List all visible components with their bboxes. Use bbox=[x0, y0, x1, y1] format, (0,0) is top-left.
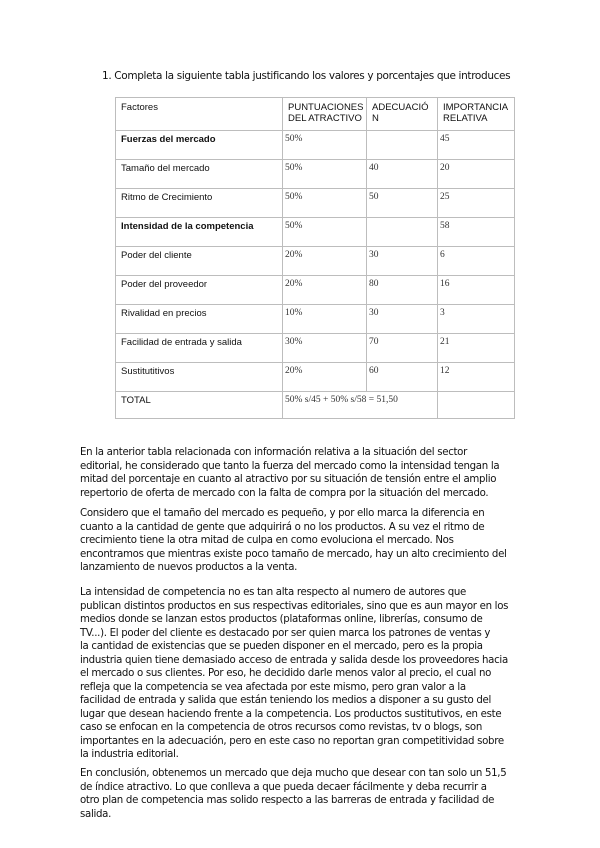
table-header-row bbox=[116, 98, 515, 131]
total-label: TOTAL bbox=[116, 392, 283, 419]
importancia-cell: 25 bbox=[438, 189, 515, 218]
importancia-cell: 21 bbox=[438, 334, 515, 363]
table-row bbox=[116, 189, 515, 218]
adecuacion-cell: 30 bbox=[367, 247, 438, 276]
paragraph-line: publican distintos productos en sus respectivas editoriales, sino que es aun mayor en los bbox=[80, 600, 509, 612]
paragraph-line: industria quien tiene demasiado acceso de entrada y salida desde los proveedores hacia bbox=[80, 654, 508, 666]
factor-cell: Ritmo de Crecimiento bbox=[116, 189, 283, 218]
table-row bbox=[116, 305, 515, 334]
total-importancia bbox=[438, 392, 515, 419]
factor-cell: Sustitutitivos bbox=[116, 363, 283, 392]
puntuacion-cell: 20% bbox=[283, 276, 367, 305]
paragraph-line: editorial, he considerado que tanto la fuerza del mercado como la intensidad tengan la bbox=[80, 460, 500, 472]
importancia-cell: 58 bbox=[438, 218, 515, 247]
factor-cell: Fuerzas del mercado bbox=[116, 131, 283, 160]
table-row bbox=[116, 334, 515, 363]
paragraph-line: En conclusión, obtenemos un mercado que deja mucho que desear con tan solo un 51,5 bbox=[80, 768, 507, 779]
importancia-cell: 45 bbox=[438, 131, 515, 160]
paragraph-line: de índice atractivo. Lo que conlleva a que pueda decaer fácilmente y deba recurrir a bbox=[80, 781, 487, 793]
factor-cell: Facilidad de entrada y salida bbox=[116, 334, 283, 363]
puntuacion-cell: 10% bbox=[283, 305, 367, 334]
adecuacion-cell: 30 bbox=[367, 305, 438, 334]
paragraph-line: medios donde se lanzan estos productos (plataformas online, librerías, consumo de bbox=[80, 614, 483, 625]
paragraph-line: mitad del porcentaje en cuanto al atractivo por su situación de tensión entre el amplio bbox=[80, 474, 497, 485]
question-heading: 1. Completa la siguiente tabla justificando los valores y porcentajes que introduces bbox=[102, 70, 511, 82]
paragraph-line: facilidad de entrada y salida que están teniendo los medios a disponer a su gusto del bbox=[80, 695, 492, 706]
paragraph-line: encontramos que mientras existe poco tamaño de mercado, hay un alto crecimiento del bbox=[80, 548, 507, 560]
paragraph-line: En la anterior tabla relacionada con información relativa a la situación del sector bbox=[80, 447, 468, 458]
table-row bbox=[116, 160, 515, 189]
importancia-cell: 20 bbox=[438, 160, 515, 189]
importancia-cell: 3 bbox=[438, 305, 515, 334]
paragraph-line: caso se enfocan en la competencia de otros recursos como revistas, tv o blogs, son bbox=[80, 722, 482, 733]
puntuacion-cell: 20% bbox=[283, 247, 367, 276]
adecuacion-cell: 50 bbox=[367, 189, 438, 218]
puntuacion-cell: 50% bbox=[283, 160, 367, 189]
factor-cell: Intensidad de la competencia bbox=[116, 218, 283, 247]
paragraph-line: La intensidad de competencia no es tan alta respecto al numero de autores que bbox=[80, 587, 466, 598]
adecuacion-cell bbox=[367, 218, 438, 247]
puntuacion-cell: 50% bbox=[283, 218, 367, 247]
importancia-cell: 6 bbox=[438, 247, 515, 276]
table-row bbox=[116, 131, 515, 160]
adecuacion-cell: 40 bbox=[367, 160, 438, 189]
puntuacion-cell: 20% bbox=[283, 363, 367, 392]
paragraph-line: el mercado o sus clientes. Por eso, he decidido darle menos valor al precio, el cual no bbox=[80, 668, 492, 679]
factor-cell: Rivalidad en precios bbox=[116, 305, 283, 334]
paragraph-line: importantes en la adecuación, pero en este caso no reportan gran competitividad sobre bbox=[80, 735, 504, 747]
adecuacion-cell: 70 bbox=[367, 334, 438, 363]
table-row bbox=[116, 363, 515, 392]
paragraph-line: crecimiento tiene la otra mitad de culpa en como evoluciona el mercado. Nos bbox=[80, 535, 454, 546]
paragraph-2 bbox=[80, 507, 507, 575]
paragraph-line: la industria editorial. bbox=[80, 749, 179, 760]
adecuacion-cell: 60 bbox=[367, 363, 438, 392]
header-adecuacion: ADECUACIÓN bbox=[367, 98, 438, 131]
paragraph-line: Considero que el tamaño del mercado es pequeño, y por ello marca la diferencia en bbox=[80, 508, 485, 519]
table-total-row bbox=[116, 392, 515, 419]
paragraph-line: TV...). El poder del cliente es destacado por ser quien marca los patrones de ventas y bbox=[80, 627, 491, 639]
paragraph-4 bbox=[80, 767, 506, 821]
header-puntuaciones: PUNTUACIONES DEL ATRACTIVO bbox=[283, 98, 367, 131]
puntuacion-cell: 30% bbox=[283, 334, 367, 363]
importancia-cell: 16 bbox=[438, 276, 515, 305]
paragraph-line: refleja que la competencia se vea afectada por este mismo, pero gran valor a la bbox=[80, 681, 466, 693]
table-row bbox=[116, 276, 515, 305]
factor-cell: Poder del cliente bbox=[116, 247, 283, 276]
table-row bbox=[116, 247, 515, 276]
adecuacion-cell bbox=[367, 131, 438, 160]
total-value: 50% s/45 + 50% s/58 = 51,50 bbox=[283, 392, 438, 419]
paragraph-3 bbox=[80, 586, 508, 762]
header-factores: Factores bbox=[116, 98, 283, 131]
paragraph-line: otro plan de competencia mas solido respecto a las barreras de entrada y facilidad de bbox=[80, 795, 495, 806]
importancia-cell: 12 bbox=[438, 363, 515, 392]
table-row bbox=[116, 218, 515, 247]
paragraph-line: lugar que desean haciendo frente a la competencia. Los productos sustitutivos, en este bbox=[80, 708, 502, 720]
paragraph-line: repertorio de oferta de mercado con la falta de compra por la situación del mercado. bbox=[80, 487, 489, 499]
attractiveness-table bbox=[115, 97, 515, 419]
paragraph-line: salida. bbox=[80, 808, 112, 820]
paragraph-1 bbox=[80, 446, 499, 500]
factor-cell: Poder del proveedor bbox=[116, 276, 283, 305]
paragraph-line: la cantidad de existencias que se pueden disponer en el mercado, pero es la propia bbox=[80, 641, 483, 652]
paragraph-line: cuanto a la cantidad de gente que adquirirá o no los productos. A su vez el ritmo de bbox=[80, 521, 485, 533]
adecuacion-cell: 80 bbox=[367, 276, 438, 305]
header-importancia: IMPORTANCIA RELATIVA bbox=[438, 98, 515, 131]
paragraph-line: lanzamiento de nuevos productos a la venta. bbox=[80, 562, 298, 573]
puntuacion-cell: 50% bbox=[283, 189, 367, 218]
puntuacion-cell: 50% bbox=[283, 131, 367, 160]
factor-cell: Tamaño del mercado bbox=[116, 160, 283, 189]
